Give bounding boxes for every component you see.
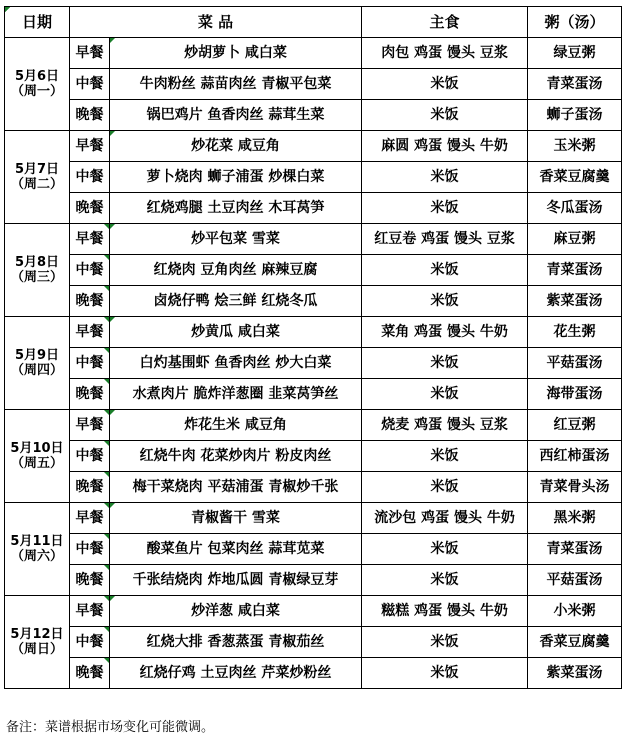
staple-food-text: 米饭 xyxy=(430,571,459,588)
meal-row xyxy=(5,472,622,503)
staple-food xyxy=(362,348,528,379)
soup-text: 小米粥 xyxy=(553,602,596,619)
day-weekday: （周六） xyxy=(10,549,63,564)
meal-type-text: 中餐 xyxy=(75,447,104,464)
dishes-text: 白灼基围虾 鱼香肉丝 炒大白菜 xyxy=(139,354,332,371)
comment-marker-icon xyxy=(104,379,109,384)
soup xyxy=(528,627,622,658)
dishes-text: 炸花生米 咸豆角 xyxy=(184,416,287,433)
staple-food-text: 米饭 xyxy=(430,106,459,123)
comment-marker-icon xyxy=(104,565,109,570)
staple-food xyxy=(362,534,528,565)
soup xyxy=(528,131,622,162)
staple-food-text: 米饭 xyxy=(430,664,459,681)
dishes-text: 红烧大排 香葱蒸蛋 青椒茄丝 xyxy=(146,633,325,650)
dishes-text: 锅巴鸡片 鱼香肉丝 蒜茸生菜 xyxy=(146,106,325,123)
day-weekday: （周三） xyxy=(10,270,63,285)
dishes-text: 红烧鸡腿 土豆肉丝 木耳莴笋 xyxy=(146,199,325,216)
meal-type-text: 中餐 xyxy=(75,633,104,650)
comment-marker-icon xyxy=(110,224,115,229)
soup-text: 紫菜蛋汤 xyxy=(546,292,603,309)
meal-type xyxy=(70,162,110,193)
dishes xyxy=(110,379,362,410)
day-weekday: （周二） xyxy=(10,177,63,192)
soup-text: 绿豆粥 xyxy=(553,44,596,61)
staple-food-text: 米饭 xyxy=(430,633,459,650)
soup-text: 香菜豆腐羹 xyxy=(539,168,610,185)
soup-text: 平菇蛋汤 xyxy=(546,354,603,371)
dishes xyxy=(110,503,362,534)
meal-type xyxy=(70,379,110,410)
meal-row xyxy=(5,379,622,410)
soup-text: 花生粥 xyxy=(553,323,596,340)
meal-row xyxy=(5,596,622,627)
staple-food xyxy=(362,131,528,162)
meal-type xyxy=(70,472,110,503)
comment-marker-icon xyxy=(104,658,109,663)
staple-food xyxy=(362,255,528,286)
staple-food xyxy=(362,596,528,627)
soup-text: 海带蛋汤 xyxy=(546,385,603,402)
soup xyxy=(528,317,622,348)
meal-type xyxy=(70,69,110,100)
dishes-text: 炒黄瓜 咸白菜 xyxy=(191,323,280,340)
comment-marker-icon xyxy=(104,627,109,632)
meal-row xyxy=(5,162,622,193)
soup xyxy=(528,379,622,410)
staple-food-text: 米饭 xyxy=(430,168,459,185)
staple-food xyxy=(362,565,528,596)
dishes xyxy=(110,627,362,658)
dishes-text: 炒胡萝卜 咸白菜 xyxy=(184,44,287,61)
staple-food-text: 米饭 xyxy=(430,261,459,278)
soup xyxy=(528,534,622,565)
meal-type xyxy=(70,255,110,286)
day-date-cell xyxy=(5,224,70,317)
meal-row xyxy=(5,193,622,224)
meal-type xyxy=(70,627,110,658)
comment-marker-icon xyxy=(104,286,109,291)
soup-text: 青菜蛋汤 xyxy=(546,75,603,92)
meal-row xyxy=(5,503,622,534)
meal-type-text: 早餐 xyxy=(75,230,104,247)
soup xyxy=(528,441,622,472)
staple-food xyxy=(362,69,528,100)
soup xyxy=(528,596,622,627)
dishes-text: 梅干菜烧肉 平菇浦蛋 青椒炒千张 xyxy=(132,478,339,495)
dishes-text: 青椒酱干 雪菜 xyxy=(191,509,280,526)
staple-food-text: 糍糕 鸡蛋 馒头 牛奶 xyxy=(381,602,508,619)
dishes-text: 卤烧仔鸭 烩三鲜 红烧冬瓜 xyxy=(153,292,318,309)
soup-text: 紫菜蛋汤 xyxy=(546,664,603,681)
meal-row xyxy=(5,658,622,689)
meal-type-text: 晚餐 xyxy=(75,664,104,681)
day-date-cell xyxy=(5,596,70,689)
soup xyxy=(528,162,622,193)
staple-food xyxy=(362,38,528,69)
dishes-text: 红烧仔鸡 土豆肉丝 芹菜炒粉丝 xyxy=(139,664,332,681)
meal-type xyxy=(70,317,110,348)
dishes xyxy=(110,565,362,596)
day-date: 5月8日 xyxy=(14,255,60,270)
meal-type-text: 晚餐 xyxy=(75,292,104,309)
comment-marker-icon xyxy=(110,410,115,415)
dishes xyxy=(110,286,362,317)
day-date: 5月11日 xyxy=(10,534,64,549)
meal-type xyxy=(70,224,110,255)
soup-text: 青菜蛋汤 xyxy=(546,540,603,557)
staple-food xyxy=(362,100,528,131)
comment-marker-icon xyxy=(104,472,109,477)
staple-food-text: 麻圆 鸡蛋 馒头 牛奶 xyxy=(381,137,508,154)
staple-food-text: 米饭 xyxy=(430,385,459,402)
dishes xyxy=(110,410,362,441)
dishes xyxy=(110,38,362,69)
meal-type-text: 早餐 xyxy=(75,137,104,154)
dishes-text: 红烧牛肉 花菜炒肉片 粉皮肉丝 xyxy=(139,447,332,464)
meal-type-text: 中餐 xyxy=(75,261,104,278)
comment-marker-icon xyxy=(110,503,115,508)
meal-row xyxy=(5,38,622,69)
soup-text: 麻豆粥 xyxy=(553,230,596,247)
day-date: 5月10日 xyxy=(10,441,64,456)
staple-food xyxy=(362,379,528,410)
dishes xyxy=(110,534,362,565)
staple-food-text: 流沙包 鸡蛋 馒头 牛奶 xyxy=(374,509,515,526)
meal-type-text: 早餐 xyxy=(75,416,104,433)
dishes xyxy=(110,162,362,193)
soup-text: 冬瓜蛋汤 xyxy=(546,199,603,216)
meal-row xyxy=(5,224,622,255)
comment-marker-icon xyxy=(104,317,109,322)
soup-text: 蛳子蛋汤 xyxy=(546,106,603,123)
comment-marker-icon xyxy=(104,596,109,601)
meal-type-text: 早餐 xyxy=(75,44,104,61)
day-weekday: （周日） xyxy=(10,642,63,657)
header-row xyxy=(5,7,622,38)
dishes xyxy=(110,596,362,627)
staple-food-text: 肉包 鸡蛋 馒头 豆浆 xyxy=(381,44,508,61)
comment-marker-icon xyxy=(110,317,115,322)
staple-food xyxy=(362,224,528,255)
meal-row xyxy=(5,441,622,472)
soup xyxy=(528,503,622,534)
soup-text: 西红柿蛋汤 xyxy=(539,447,610,464)
dishes xyxy=(110,348,362,379)
meal-row xyxy=(5,410,622,441)
dishes-text: 酸菜鱼片 包菜肉丝 蒜茸苋菜 xyxy=(146,540,325,557)
dishes xyxy=(110,255,362,286)
dishes xyxy=(110,472,362,503)
meal-type-text: 早餐 xyxy=(75,323,104,340)
day-weekday: （周五） xyxy=(10,456,63,471)
dishes-text: 水煮肉片 脆炸洋葱圈 韭菜莴笋丝 xyxy=(132,385,339,402)
meal-row xyxy=(5,100,622,131)
meal-type xyxy=(70,100,110,131)
staple-food-text: 米饭 xyxy=(430,292,459,309)
soup xyxy=(528,69,622,100)
soup-text: 玉米粥 xyxy=(553,137,596,154)
header-staple: 主食 xyxy=(362,7,528,38)
comment-marker-icon xyxy=(110,596,115,601)
soup-text: 青菜蛋汤 xyxy=(546,261,603,278)
meal-type xyxy=(70,38,110,69)
dishes xyxy=(110,131,362,162)
meal-type xyxy=(70,286,110,317)
dishes xyxy=(110,224,362,255)
staple-food xyxy=(362,658,528,689)
comment-marker-icon xyxy=(104,503,109,508)
meal-type-text: 晚餐 xyxy=(75,106,104,123)
meal-type-text: 中餐 xyxy=(75,168,104,185)
soup xyxy=(528,286,622,317)
dishes-text: 牛肉粉丝 蒜苗肉丝 青椒平包菜 xyxy=(139,75,332,92)
meal-type xyxy=(70,596,110,627)
meal-type-text: 晚餐 xyxy=(75,385,104,402)
soup xyxy=(528,472,622,503)
comment-marker-icon xyxy=(104,224,109,229)
staple-food-text: 菜角 鸡蛋 馒头 牛奶 xyxy=(381,323,508,340)
meal-type-text: 晚餐 xyxy=(75,199,104,216)
staple-food xyxy=(362,410,528,441)
dishes-text: 千张结烧肉 炸地瓜圆 青椒绿豆芽 xyxy=(132,571,339,588)
dishes xyxy=(110,193,362,224)
soup xyxy=(528,100,622,131)
soup-text: 平菇蛋汤 xyxy=(546,571,603,588)
footnote: 备注：菜谱根据市场变化可能微调。 xyxy=(6,720,215,735)
staple-food xyxy=(362,317,528,348)
dishes xyxy=(110,441,362,472)
meal-row xyxy=(5,255,622,286)
dishes xyxy=(110,100,362,131)
staple-food-text: 米饭 xyxy=(430,540,459,557)
staple-food xyxy=(362,472,528,503)
dishes-text: 炒洋葱 咸白菜 xyxy=(191,602,280,619)
meal-type xyxy=(70,410,110,441)
staple-food-text: 米饭 xyxy=(430,447,459,464)
staple-food-text: 米饭 xyxy=(430,478,459,495)
soup xyxy=(528,255,622,286)
comment-marker-icon xyxy=(110,131,115,136)
soup xyxy=(528,38,622,69)
meal-type xyxy=(70,441,110,472)
day-date-cell xyxy=(5,38,70,131)
soup xyxy=(528,348,622,379)
staple-food-text: 米饭 xyxy=(430,199,459,216)
dishes-text: 炒花菜 咸豆角 xyxy=(191,137,280,154)
meal-type xyxy=(70,534,110,565)
weekly-menu-table xyxy=(4,6,622,689)
staple-food xyxy=(362,503,528,534)
soup-text: 黑米粥 xyxy=(553,509,596,526)
soup xyxy=(528,410,622,441)
comment-marker-icon xyxy=(104,348,109,353)
day-date: 5月7日 xyxy=(14,162,60,177)
comment-marker-icon xyxy=(104,410,109,415)
comment-marker-icon xyxy=(104,441,109,446)
meal-row xyxy=(5,565,622,596)
staple-food xyxy=(362,286,528,317)
meal-type-text: 晚餐 xyxy=(75,571,104,588)
soup xyxy=(528,565,622,596)
meal-type-text: 早餐 xyxy=(75,509,104,526)
soup xyxy=(528,224,622,255)
comment-marker-icon xyxy=(104,255,109,260)
dishes-text: 红烧肉 豆角肉丝 麻辣豆腐 xyxy=(153,261,318,278)
soup-text: 红豆粥 xyxy=(553,416,596,433)
meal-type-text: 早餐 xyxy=(75,602,104,619)
meal-row xyxy=(5,534,622,565)
meal-type xyxy=(70,658,110,689)
menu-body xyxy=(5,38,622,689)
day-date: 5月9日 xyxy=(14,348,60,363)
meal-type-text: 中餐 xyxy=(75,75,104,92)
staple-food xyxy=(362,162,528,193)
meal-type-text: 中餐 xyxy=(75,540,104,557)
meal-row xyxy=(5,317,622,348)
meal-type-text: 中餐 xyxy=(75,354,104,371)
staple-food-text: 米饭 xyxy=(430,75,459,92)
soup-text: 香菜豆腐羹 xyxy=(539,633,610,650)
meal-type xyxy=(70,193,110,224)
comment-marker-icon xyxy=(110,38,115,43)
day-date-cell xyxy=(5,317,70,410)
day-weekday: （周一） xyxy=(10,84,63,99)
staple-food xyxy=(362,627,528,658)
day-date-cell xyxy=(5,503,70,596)
meal-type xyxy=(70,565,110,596)
day-date: 5月12日 xyxy=(10,627,64,642)
meal-row xyxy=(5,627,622,658)
dishes xyxy=(110,317,362,348)
day-date-cell xyxy=(5,131,70,224)
meal-type-text: 晚餐 xyxy=(75,478,104,495)
header-soup: 粥（汤） xyxy=(528,7,622,38)
meal-row xyxy=(5,69,622,100)
soup-text: 青菜骨头汤 xyxy=(539,478,610,495)
soup xyxy=(528,193,622,224)
day-weekday: （周四） xyxy=(10,363,63,378)
day-date-cell xyxy=(5,410,70,503)
dishes-text: 萝卜烧肉 蛳子浦蛋 炒棵白菜 xyxy=(146,168,325,185)
meal-row xyxy=(5,286,622,317)
header-dishes: 菜 品 xyxy=(70,7,362,38)
day-date: 5月6日 xyxy=(14,69,60,84)
meal-row xyxy=(5,131,622,162)
soup xyxy=(528,658,622,689)
staple-food xyxy=(362,193,528,224)
staple-food-text: 红豆卷 鸡蛋 馒头 豆浆 xyxy=(374,230,515,247)
staple-food xyxy=(362,441,528,472)
header-date: 日期 xyxy=(5,7,70,38)
dishes xyxy=(110,658,362,689)
meal-row xyxy=(5,348,622,379)
dishes xyxy=(110,69,362,100)
meal-type xyxy=(70,503,110,534)
staple-food-text: 米饭 xyxy=(430,354,459,371)
meal-type xyxy=(70,348,110,379)
meal-type xyxy=(70,131,110,162)
comment-marker-icon xyxy=(104,534,109,539)
staple-food-text: 烧麦 鸡蛋 馒头 豆浆 xyxy=(381,416,508,433)
dishes-text: 炒平包菜 雪菜 xyxy=(191,230,280,247)
